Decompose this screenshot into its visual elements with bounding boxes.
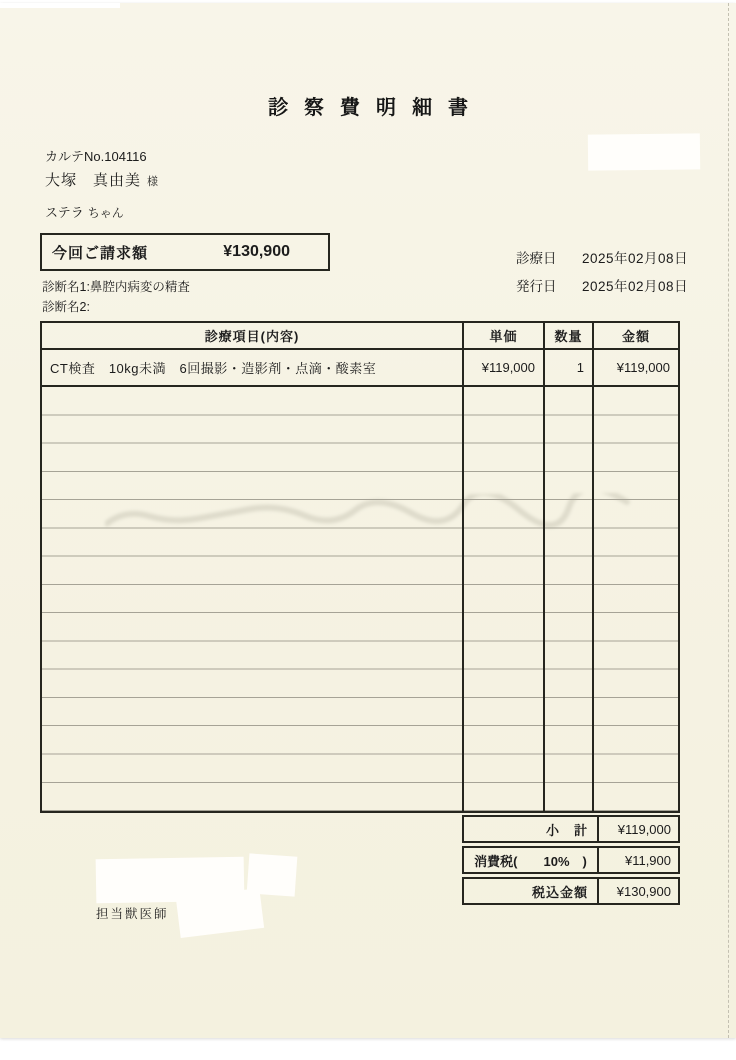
diagnosis-line-2: 診断名2: bbox=[42, 300, 90, 314]
consumption-tax-value: ¥11,900 bbox=[597, 848, 678, 872]
empty-ruled-rows-unit-price bbox=[462, 387, 543, 811]
line-item-amount: ¥119,000 bbox=[592, 350, 678, 387]
date-block bbox=[516, 247, 688, 303]
owner-name: 大塚 真由美 bbox=[45, 172, 142, 189]
karte-number: カルテNo.104116 bbox=[45, 149, 147, 164]
attending-vet-label: 担当獣医師 bbox=[96, 907, 169, 921]
empty-ruled-rows-quantity bbox=[543, 387, 592, 811]
issue-date-value: 2025年02月08日 bbox=[582, 279, 689, 294]
column-header-quantity: 数量 bbox=[543, 323, 592, 350]
column-header-amount: 金額 bbox=[592, 323, 678, 350]
billing-label: 今回ご請求額 bbox=[52, 244, 149, 262]
pet-name: ステラ bbox=[45, 205, 84, 220]
issue-date-row bbox=[516, 275, 688, 295]
perforation-line bbox=[728, 3, 729, 1038]
empty-ruled-rows-item bbox=[42, 387, 462, 811]
subtotal-row bbox=[462, 815, 680, 843]
pet-name-line bbox=[45, 202, 124, 221]
redaction-patch bbox=[247, 853, 298, 896]
column-header-unit-price: 単価 bbox=[462, 323, 543, 350]
treatment-date-row bbox=[516, 247, 688, 267]
owner-honorific: 様 bbox=[147, 176, 159, 188]
empty-ruled-rows-amount bbox=[592, 387, 678, 811]
total-with-tax-row bbox=[462, 877, 680, 905]
total-with-tax-value: ¥130,900 bbox=[597, 879, 678, 903]
diagnosis-line-1: 診断名1:鼻腔内病変の精査 bbox=[42, 280, 190, 294]
redaction-patch bbox=[588, 133, 700, 170]
pet-honorific: ちゃん bbox=[87, 206, 124, 220]
consumption-tax-row bbox=[462, 846, 680, 874]
totals-section bbox=[462, 815, 680, 908]
invoice-paper bbox=[0, 3, 736, 1038]
scan-edge bbox=[0, 3, 120, 8]
line-items-table bbox=[40, 321, 680, 813]
subtotal-value: ¥119,000 bbox=[597, 817, 678, 841]
line-item-quantity: 1 bbox=[543, 350, 592, 387]
treatment-date-label: 診療日 bbox=[516, 251, 557, 266]
subtotal-label: 小 計 bbox=[545, 822, 588, 838]
line-item-description: CT検査 10kg未満 6回撮影・造影剤・点滴・酸素室 bbox=[42, 350, 462, 387]
owner-name-line bbox=[45, 169, 158, 190]
issue-date-label: 発行日 bbox=[516, 279, 557, 294]
line-item-unit-price: ¥119,000 bbox=[462, 350, 543, 387]
billing-amount: ¥130,900 bbox=[223, 243, 290, 260]
consumption-tax-label: 消費税( 10% ) bbox=[474, 853, 587, 869]
billing-amount-box bbox=[40, 233, 330, 271]
treatment-date-value: 2025年02月08日 bbox=[582, 251, 689, 266]
document-title: 診察費明細書 bbox=[268, 97, 484, 119]
column-header-item: 診療項目(内容) bbox=[42, 323, 462, 350]
total-with-tax-label: 税込金額 bbox=[531, 884, 588, 900]
